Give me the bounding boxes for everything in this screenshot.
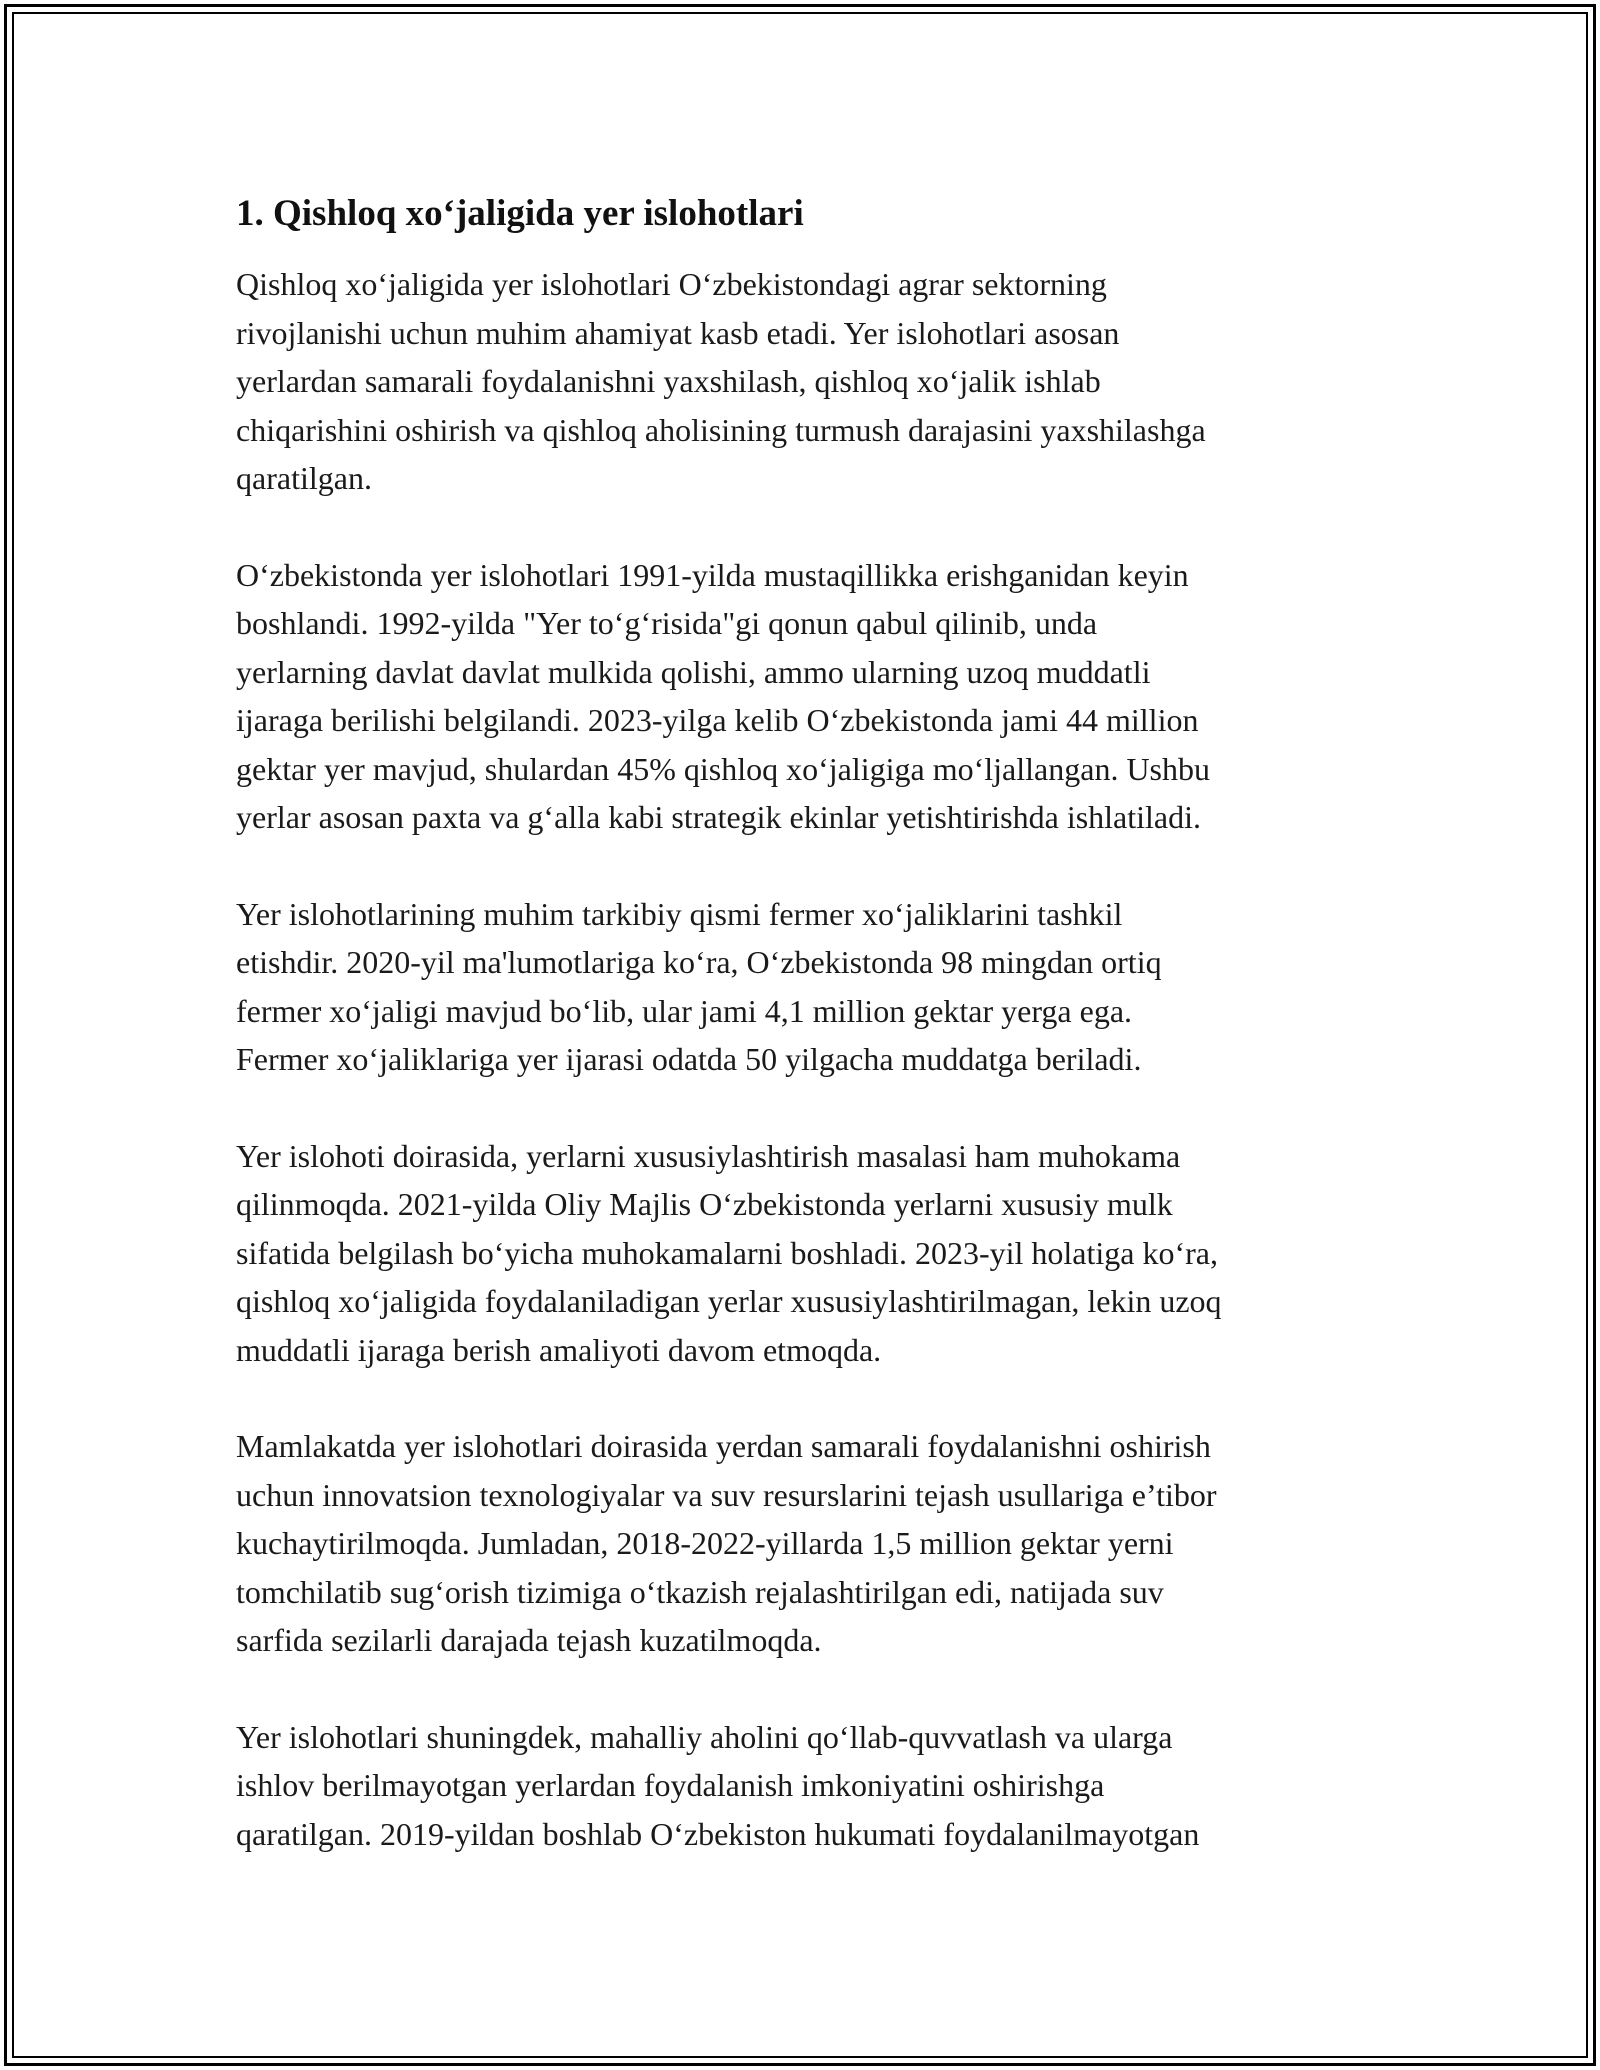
text-line: sarfida sezilarli darajada tejash kuzatilmoqda. bbox=[236, 1622, 822, 1658]
text-line: Mamlakatda yer islohotlari doirasida yerdan samarali foydalanishni oshirish bbox=[236, 1428, 1211, 1464]
text-line: yerlarning davlat davlat mulkida qolishi, ammo ularning uzoq muddatli bbox=[236, 653, 1151, 690]
text-line: boshlandi. 1992-yilda "Yer to‘g‘risida"gi qonun qabul qilinib, unda bbox=[236, 605, 1098, 641]
paragraph-3 bbox=[236, 890, 1386, 1084]
paragraph-4 bbox=[236, 1132, 1386, 1375]
paragraph-5 bbox=[236, 1422, 1386, 1665]
text-line: yerlardan samarali foydalanishni yaxshilash, qishloq xo‘jalik ishlab bbox=[236, 363, 1101, 399]
text-line: tomchilatib sug‘orish tizimiga o‘tkazish rejalashtirilgan edi, natijada suv bbox=[236, 1573, 1164, 1610]
text-line: gektar yer mavjud, shulardan 45% qishloq xo‘jaligiga mo‘ljallangan. Ushbu bbox=[236, 750, 1210, 787]
text-line: qishloq xo‘jaligida foydalaniladigan yerlar xususiylashtirilmagan, lekin uzoq bbox=[236, 1283, 1222, 1319]
text-line: Yer islohotlari shuningdek, mahalliy aholini qo‘llab-quvvatlash va ularga bbox=[236, 1718, 1173, 1755]
text-line: Fermer xo‘jaliklariga yer ijarasi odatda 50 yilgacha muddatga beriladi. bbox=[236, 1041, 1142, 1077]
text-line: muddatli ijaraga berish amaliyoti davom etmoqda. bbox=[236, 1331, 882, 1368]
document-body bbox=[236, 190, 1386, 1906]
text-line: fermer xo‘jaligi mavjud bo‘lib, ular jami 4,1 million gektar yerga ega. bbox=[236, 992, 1133, 1029]
text-line: qaratilgan. 2019-yildan boshlab O‘zbekiston hukumati foydalanilmayotgan bbox=[236, 1815, 1200, 1852]
text-line: yerlar asosan paxta va g‘alla kabi strategik ekinlar yetishtirishda ishlatiladi. bbox=[236, 799, 1202, 835]
paragraph-2 bbox=[236, 551, 1386, 842]
text-line: etishdir. 2020-yil ma'lumotlariga ko‘ra, O‘zbekistonda 98 mingdan ortiq bbox=[236, 944, 1162, 980]
paragraph-6 bbox=[236, 1713, 1386, 1859]
text-line: Yer islohoti doirasida, yerlarni xususiylashtirish masalasi ham muhokama bbox=[236, 1137, 1181, 1174]
text-line: uchun innovatsion texnologiyalar va suv resurslarini tejash usullariga e’tibor bbox=[236, 1476, 1217, 1513]
text-line: qaratilgan. bbox=[236, 460, 372, 496]
text-line: Yer islohotlarining muhim tarkibiy qismi fermer xo‘jaliklarini tashkil bbox=[236, 895, 1123, 932]
text-line: sifatida belgilash bo‘yicha muhokamalarni boshladi. 2023-yil holatiga ko‘ra, bbox=[236, 1234, 1218, 1271]
text-line: kuchaytirilmoqda. Jumladan, 2018-2022-yillarda 1,5 million gektar yerni bbox=[236, 1525, 1174, 1561]
text-line: chiqarishini oshirish va qishloq aholisining turmush darajasini yaxshilashga bbox=[236, 411, 1206, 448]
text-line: O‘zbekistonda yer islohotlari 1991-yilda mustaqillikka erishganidan keyin bbox=[236, 556, 1189, 593]
text-line: rivojlanishi uchun muhim ahamiyat kasb etadi. Yer islohotlari asosan bbox=[236, 314, 1120, 351]
paragraph-1 bbox=[236, 260, 1386, 503]
text-line: qilinmoqda. 2021-yilda Oliy Majlis O‘zbekistonda yerlarni xususiy mulk bbox=[236, 1186, 1173, 1222]
text-line: ijaraga berilishi belgilandi. 2023-yilga kelib O‘zbekistonda jami 44 million bbox=[236, 702, 1199, 738]
text-line: ishlov berilmayotgan yerlardan foydalanish imkoniyatini oshirishga bbox=[236, 1767, 1105, 1803]
section-heading: 1. Qishloq xo‘jaligida yer islohotlari bbox=[236, 193, 804, 234]
text-line: Qishloq xo‘jaligida yer islohotlari O‘zbekistondagi agrar sektorning bbox=[236, 266, 1107, 302]
